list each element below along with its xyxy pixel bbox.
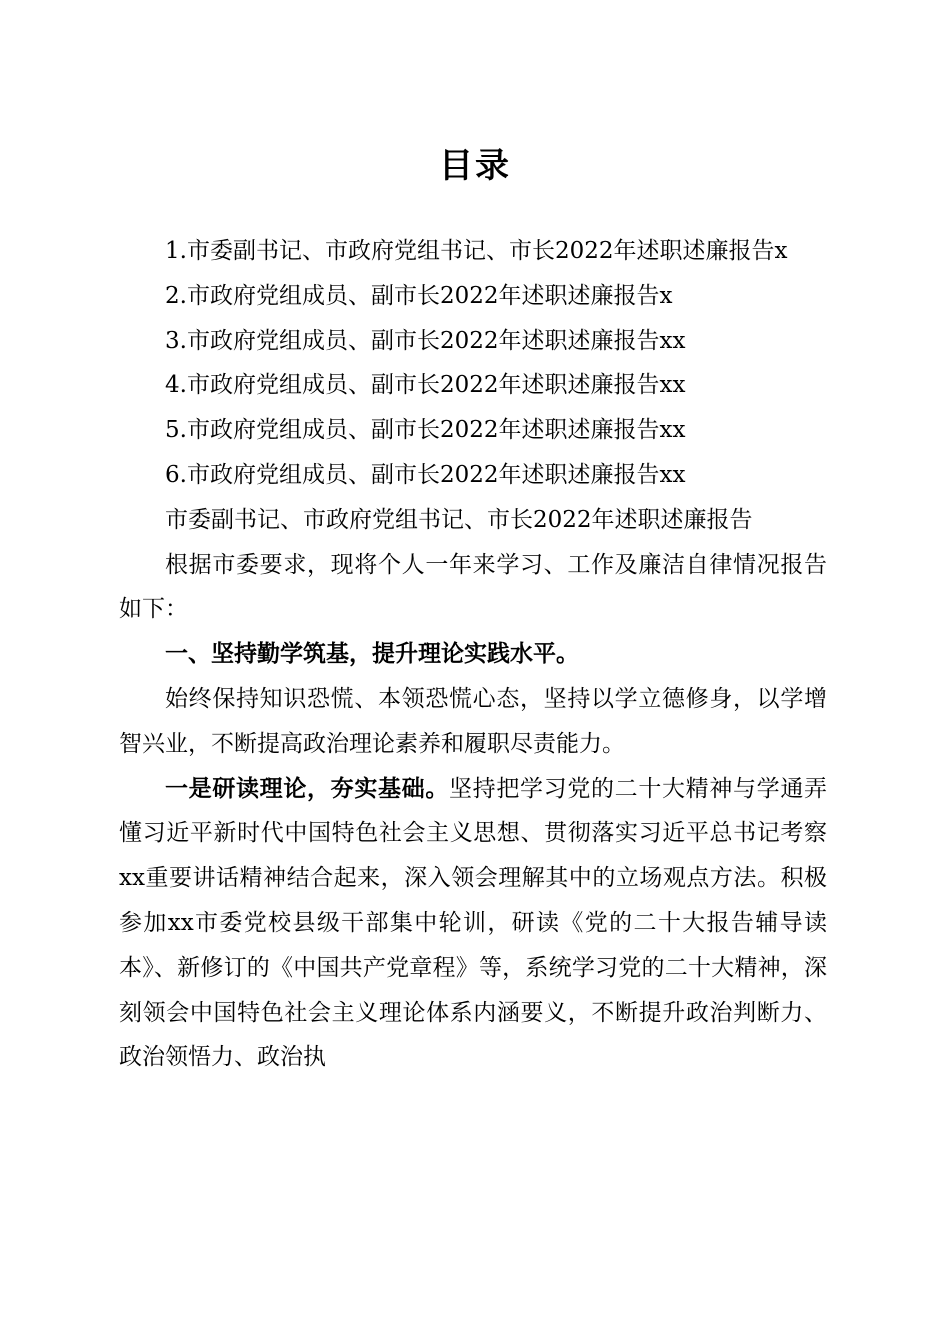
intro-paragraph: 根据市委要求，现将个人一年来学习、工作及廉洁自律情况报告如下： [119, 551, 827, 623]
toc-item-6[interactable]: 6.市政府党组成员、副市长2022年述职述廉报告xx [165, 461, 686, 488]
point-paragraph [119, 767, 827, 1081]
section-heading: 一、坚持勤学筑基，提升理论实践水平。 [165, 641, 579, 668]
page-title: 目录 [439, 146, 511, 186]
point-text: 坚持把学习党的二十大精神与学通弄懂习近平新时代中国特色社会主义思想、贯彻落实习近平总书记考察xx重要讲话精神结合起来，深入领会理解其中的立场观点方法。积极参加xx市委党校县级干部集中轮训，研读《党的二十大报告辅导读本》、新修订的《中国共产党章程》等，系统学习党的二十大精神，深刻领会中国特色社会主义理论体系内涵要义，不断提升政治判断力、政治领悟力、政治执 [119, 775, 828, 1071]
section-paragraph: 始终保持知识恐慌、本领恐慌心态，坚持以学立德修身，以学增智兴业，不断提高政治理论素养和履职尽责能力。 [119, 685, 827, 757]
point-lead: 一是研读理论，夯实基础。 [165, 775, 449, 802]
toc-item-1[interactable]: 1.市委副书记、市政府党组书记、市长2022年述职述廉报告x [165, 238, 788, 264]
document-body [119, 229, 827, 1080]
toc-item-5[interactable]: 5.市政府党组成员、副市长2022年述职述廉报告xx [165, 417, 686, 444]
toc-item-3[interactable]: 3.市政府党组成员、副市长2022年述职述廉报告xx [165, 327, 686, 354]
toc-item-4[interactable]: 4.市政府党组成员、副市长2022年述职述廉报告xx [165, 372, 686, 399]
report-title: 市委副书记、市政府党组书记、市长2022年述职述廉报告 [165, 506, 753, 533]
toc-item-2[interactable]: 2.市政府党组成员、副市长2022年述职述廉报告x [165, 282, 673, 309]
